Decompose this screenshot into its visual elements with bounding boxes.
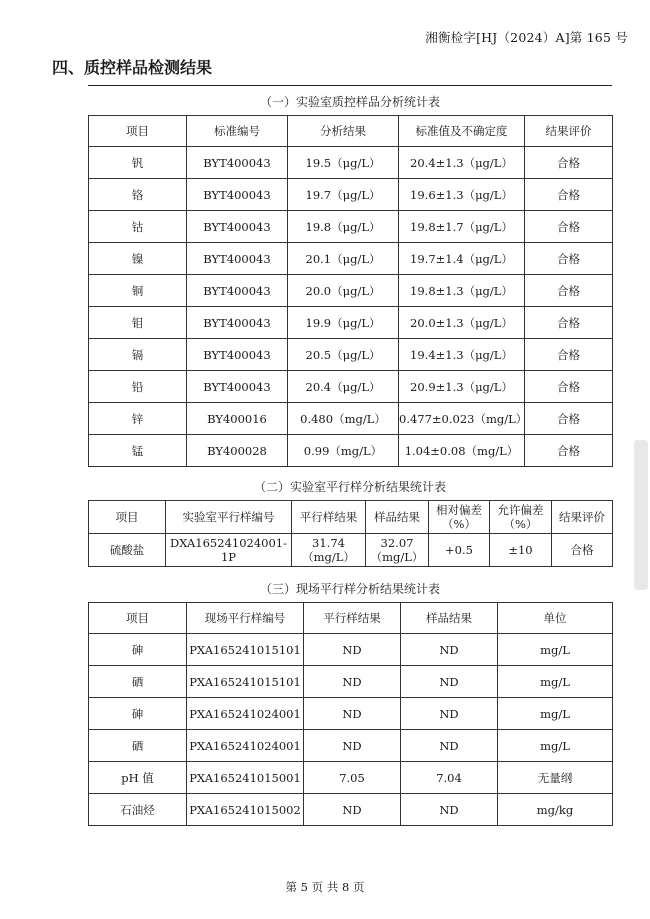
table-cell: 合格 — [525, 179, 613, 211]
table-cell: ND — [401, 666, 498, 698]
lab-parallel-table — [88, 500, 613, 567]
seal-edge-mark — [634, 440, 648, 590]
table-cell: 砷 — [89, 698, 187, 730]
table-row — [89, 275, 613, 307]
table-row — [89, 307, 613, 339]
table-cell: BYT400043 — [187, 371, 288, 403]
table-cell: 20.9±1.3（μg/L） — [399, 371, 525, 403]
column-header: 样品结果 — [401, 603, 498, 634]
table-cell: PXA165241024001 — [187, 730, 304, 762]
table-cell: PXA165241015101 — [187, 666, 304, 698]
table1-caption: （一）实验室质控样品分析统计表 — [259, 95, 440, 109]
table-cell: BYT400043 — [187, 243, 288, 275]
table-cell: 钴 — [89, 211, 187, 243]
table-cell: BYT400043 — [187, 211, 288, 243]
section-title: 四、质控样品检测结果 — [52, 58, 213, 77]
table-cell: 合格 — [525, 275, 613, 307]
column-header: 样品结果 — [366, 501, 429, 534]
column-header: 项目 — [89, 501, 166, 534]
table-row — [89, 435, 613, 467]
table-cell: pH 值 — [89, 762, 187, 794]
table-cell: 镉 — [89, 339, 187, 371]
table-cell: 19.5（μg/L） — [288, 147, 399, 179]
table-cell: ND — [401, 794, 498, 826]
table-cell: BYT400043 — [187, 179, 288, 211]
table-cell: 合格 — [525, 371, 613, 403]
table-cell: BY400028 — [187, 435, 288, 467]
column-header: 相对偏差（%） — [429, 501, 490, 534]
table-cell: 合格 — [552, 534, 613, 567]
table-row — [89, 698, 613, 730]
table-cell: 合格 — [525, 403, 613, 435]
table2-caption: （二）实验室平行样分析结果统计表 — [253, 480, 446, 494]
column-header: 标准编号 — [187, 116, 288, 147]
column-header: 项目 — [89, 116, 187, 147]
title-divider — [88, 85, 612, 86]
table-row — [89, 243, 613, 275]
table-cell: 19.7（μg/L） — [288, 179, 399, 211]
table-row — [89, 179, 613, 211]
table-cell: PXA165241015001 — [187, 762, 304, 794]
table-cell: BYT400043 — [187, 339, 288, 371]
table-header-row — [89, 603, 613, 634]
table-cell: 1.04±0.08（mg/L） — [399, 435, 525, 467]
column-header: 实验室平行样编号 — [166, 501, 292, 534]
column-header: 单位 — [498, 603, 613, 634]
column-header: 允许偏差（%） — [490, 501, 552, 534]
table-cell: 19.4±1.3（μg/L） — [399, 339, 525, 371]
table-cell: BYT400043 — [187, 147, 288, 179]
table-row — [89, 339, 613, 371]
table-cell: ND — [401, 730, 498, 762]
qc-sample-table — [88, 115, 613, 467]
table-cell: ND — [304, 794, 401, 826]
table3-caption: （三）现场平行样分析结果统计表 — [259, 582, 440, 596]
table-cell: PXA165241024001 — [187, 698, 304, 730]
table-cell: 7.04 — [401, 762, 498, 794]
page-number: 第 5 页 共 8 页 — [285, 880, 365, 894]
table-cell: 20.1（μg/L） — [288, 243, 399, 275]
column-header: 平行样结果 — [304, 603, 401, 634]
column-header: 平行样结果 — [292, 501, 366, 534]
table-cell: 20.0（μg/L） — [288, 275, 399, 307]
table-cell: 合格 — [525, 243, 613, 275]
table-cell: BYT400043 — [187, 307, 288, 339]
table-cell: 硒 — [89, 666, 187, 698]
column-header: 现场平行样编号 — [187, 603, 304, 634]
table-cell: 硫酸盐 — [89, 534, 166, 567]
column-header: 结果评价 — [552, 501, 613, 534]
table-row — [89, 794, 613, 826]
table-cell: 20.5（μg/L） — [288, 339, 399, 371]
table-cell: 20.4（μg/L） — [288, 371, 399, 403]
table-cell: 合格 — [525, 435, 613, 467]
table-cell: ND — [401, 634, 498, 666]
table-cell: mg/L — [498, 698, 613, 730]
document-number: 湘衡检字[HJ（2024）A]第 165 号 — [425, 30, 628, 45]
table-cell: 合格 — [525, 147, 613, 179]
table-cell: BYT400043 — [187, 275, 288, 307]
table-cell: ND — [401, 698, 498, 730]
table-cell: 合格 — [525, 307, 613, 339]
table-row — [89, 634, 613, 666]
table-cell: 19.6±1.3（μg/L） — [399, 179, 525, 211]
column-header: 项目 — [89, 603, 187, 634]
table-cell: 7.05 — [304, 762, 401, 794]
table-cell: 铅 — [89, 371, 187, 403]
table-cell: 铜 — [89, 275, 187, 307]
table-row — [89, 730, 613, 762]
table-cell: 31.74（mg/L） — [292, 534, 366, 567]
table-cell: ND — [304, 634, 401, 666]
table-cell: mg/L — [498, 666, 613, 698]
table-header-row — [89, 116, 613, 147]
table-cell: 无量纲 — [498, 762, 613, 794]
table-cell: 32.07（mg/L） — [366, 534, 429, 567]
table-cell: +0.5 — [429, 534, 490, 567]
table-cell: 19.8±1.3（μg/L） — [399, 275, 525, 307]
table-row — [89, 371, 613, 403]
table-row — [89, 666, 613, 698]
table-row — [89, 147, 613, 179]
table-row — [89, 762, 613, 794]
table-cell: ±10 — [490, 534, 552, 567]
table-cell: ND — [304, 730, 401, 762]
table-cell: 0.477±0.023（mg/L） — [399, 403, 525, 435]
table-cell: 钼 — [89, 307, 187, 339]
table-cell: 20.0±1.3（μg/L） — [399, 307, 525, 339]
table-row — [89, 534, 613, 567]
table-cell: 硒 — [89, 730, 187, 762]
column-header: 标准值及不确定度 — [399, 116, 525, 147]
table-cell: 0.99（mg/L） — [288, 435, 399, 467]
table-cell: PXA165241015002 — [187, 794, 304, 826]
table-cell: 19.7±1.4（μg/L） — [399, 243, 525, 275]
field-parallel-table — [88, 602, 613, 826]
table-cell: 锌 — [89, 403, 187, 435]
table-cell: DXA165241024001-1P — [166, 534, 292, 567]
column-header: 分析结果 — [288, 116, 399, 147]
table-cell: 19.9（μg/L） — [288, 307, 399, 339]
table-cell: 锰 — [89, 435, 187, 467]
table-cell: mg/kg — [498, 794, 613, 826]
column-header: 结果评价 — [525, 116, 613, 147]
table-cell: 合格 — [525, 211, 613, 243]
table-cell: ND — [304, 666, 401, 698]
table-header-row — [89, 501, 613, 534]
table-cell: 19.8（μg/L） — [288, 211, 399, 243]
table-cell: ND — [304, 698, 401, 730]
table-cell: 20.4±1.3（μg/L） — [399, 147, 525, 179]
table-row — [89, 403, 613, 435]
table-cell: 铬 — [89, 179, 187, 211]
table-cell: 0.480（mg/L） — [288, 403, 399, 435]
table-cell: BY400016 — [187, 403, 288, 435]
table-cell: 镍 — [89, 243, 187, 275]
table-cell: 砷 — [89, 634, 187, 666]
table-row — [89, 211, 613, 243]
table-cell: 钒 — [89, 147, 187, 179]
table-cell: 石油烃 — [89, 794, 187, 826]
table-cell: 合格 — [525, 339, 613, 371]
table-cell: mg/L — [498, 634, 613, 666]
table-cell: 19.8±1.7（μg/L） — [399, 211, 525, 243]
table-cell: PXA165241015101 — [187, 634, 304, 666]
table-cell: mg/L — [498, 730, 613, 762]
